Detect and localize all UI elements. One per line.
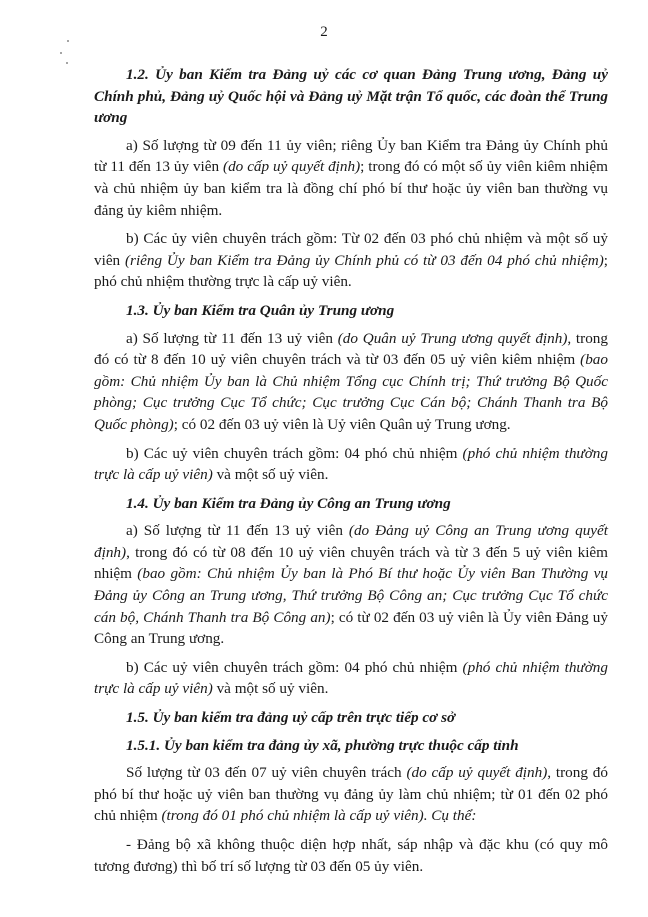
scan-speck	[66, 62, 68, 64]
paragraph-1-2-b: b) Các ủy viên chuyên trách gồm: Từ 02 đến 03 phó chủ nhiệm và một số uỷ viên (riêng Ủy ban Kiểm tra Đảng ủy Chính phủ có từ 03 đến 04 phó chủ nhiệm); phó chủ nhiệm thường trực là cấp uỷ viên.	[94, 230, 608, 291]
scan-speck	[60, 52, 62, 54]
paragraph-1-3-a: a) Số lượng từ 11 đến 13 uỷ viên (do Quân uỷ Trung ương quyết định), trong đó có từ 8 đến 10 uỷ viên chuyên trách và từ 03 đến 05 uỷ viên kiêm nhiệm (bao gồm: Chủ nhiệm Ủy ban là Chủ nhiệm Tổng cục Chính trị; Thứ trưởng Bộ Quốc phòng; Cục trưởng Cục Tổ chức; Cục trưởng Cục Cán bộ; Chánh Thanh tra Bộ Quốc phòng); có 02 đến 03 uỷ viên là Uỷ viên Quân uỷ Trung ương.	[94, 329, 608, 433]
section-heading-1-5-1: 1.5.1. Ủy ban kiểm tra đảng ủy xã, phường trực thuộc cấp tỉnh	[126, 736, 519, 754]
section-heading-1-2: 1.2. Ủy ban Kiểm tra Đảng uỷ các cơ quan Đảng Trung ương, Đảng uỷ Chính phủ, Đảng uỷ Quốc hội và Đảng uỷ Mặt trận Tổ quốc, các đoàn thể Trung ương	[94, 66, 608, 127]
paragraph-1-2-a: a) Số lượng từ 09 đến 11 ủy viên; riêng Ủy ban Kiểm tra Đảng ủy Chính phủ từ 11 đến 13 ủy viên (do cấp uỷ quyết định); trong đó có một số ủy viên kiêm nhiệm và chủ nhiệm ủy ban kiểm tra là đồng chí phó bí thư hoặc ủy viên ban thường vụ đảng ủy kiêm nhiệm.	[94, 136, 608, 219]
paragraph-1-3-b: b) Các uỷ viên chuyên trách gồm: 04 phó chủ nhiệm (phó chủ nhiệm thường trực là cấp uỷ viên) và một số uỷ viên.	[94, 444, 608, 484]
paragraph-1-4-a: a) Số lượng từ 11 đến 13 uỷ viên (do Đảng uỷ Công an Trung ương quyết định), trong đó có từ 08 đến 10 uỷ viên chuyên trách và từ 3 đến 5 uỷ viên kiêm nhiệm (bao gồm: Chủ nhiệm Ủy ban là Phó Bí thư hoặc Ủy viên Ban Thường vụ Đảng ủy Công an Trung ương, Thứ trưởng Bộ Công an; Cục trưởng Cục Tổ chức cán bộ, Chánh Thanh tra Bộ Công an); có từ 02 đến 03 uỷ viên là Ủy viên Đảng uỷ Công an Trung ương.	[94, 522, 608, 648]
paragraph-1-4-b: b) Các uỷ viên chuyên trách gồm: 04 phó chủ nhiệm (phó chủ nhiệm thường trực là cấp uỷ viên) và một số uỷ viên.	[94, 658, 608, 698]
section-heading-1-3: 1.3. Ủy ban Kiểm tra Quân ủy Trung ương	[126, 301, 395, 319]
paragraph-1-5-1-item: - Đảng bộ xã không thuộc diện hợp nhất, sáp nhập và đặc khu (có quy mô tương đương) thì bố trí số lượng từ 03 đến 05 ủy viên.	[94, 836, 608, 875]
paragraph-1-5-1-main: Số lượng từ 03 đến 07 uỷ viên chuyên trách (do cấp uỷ quyết định), trong đó phó bí thư hoặc uỷ viên ban thường vụ đảng ủy làm chủ nhiệm; từ 01 đến 02 phó chủ nhiệm (trong đó 01 phó chủ nhiệm là cấp uỷ viên). Cụ thể:	[94, 764, 608, 825]
section-heading-1-5: 1.5. Ủy ban kiểm tra đảng uỷ cấp trên trực tiếp cơ sở	[126, 709, 456, 727]
page-number: 2	[320, 24, 328, 40]
section-heading-1-4: 1.4. Ủy ban Kiểm tra Đảng ủy Công an Trung ương	[126, 494, 451, 512]
document-body	[94, 64, 608, 884]
